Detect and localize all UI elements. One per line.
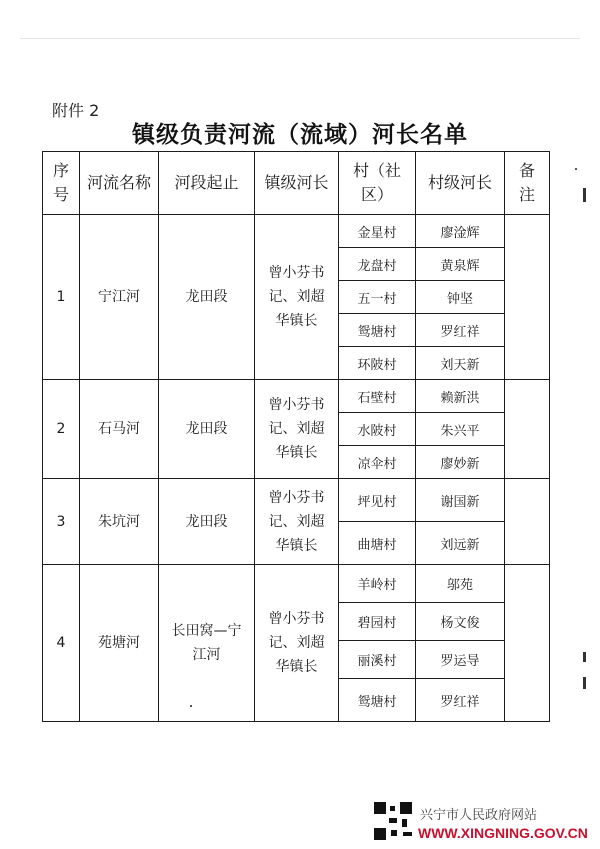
cell-village: 环陂村 bbox=[339, 347, 416, 380]
cell-village-chief: 罗红祥 bbox=[416, 679, 505, 722]
cell-remarks bbox=[505, 565, 550, 722]
cell-section: 龙田段 bbox=[159, 380, 255, 479]
cell-village-chief: 廖妙新 bbox=[416, 446, 505, 479]
scan-edge-mark bbox=[583, 677, 586, 689]
scan-edge-mark bbox=[583, 188, 586, 202]
cell-village: 丽溪村 bbox=[339, 641, 416, 679]
cell-village: 五一村 bbox=[339, 281, 416, 314]
scan-artifact-line bbox=[20, 38, 580, 39]
table-row bbox=[43, 479, 550, 522]
cell-village-chief: 钟坚 bbox=[416, 281, 505, 314]
cell-index: 4 bbox=[43, 565, 80, 722]
scan-speck bbox=[575, 168, 577, 170]
cell-index: 1 bbox=[43, 215, 80, 380]
cell-village: 鸳塘村 bbox=[339, 314, 416, 347]
river-chief-table bbox=[42, 151, 550, 722]
cell-river-name: 朱坑河 bbox=[80, 479, 159, 565]
cell-town-chief: 曾小芬书记、刘超华镇长 bbox=[255, 479, 339, 565]
table-row bbox=[43, 380, 550, 413]
cell-section: 龙田段 bbox=[159, 215, 255, 380]
cell-village-chief: 廖淦辉 bbox=[416, 215, 505, 248]
page-title: 镇级负责河流（流域）河长名单 bbox=[132, 122, 468, 148]
attachment-label: 附件 2 bbox=[52, 101, 100, 120]
cell-village: 凉伞村 bbox=[339, 446, 416, 479]
cell-village: 石壁村 bbox=[339, 380, 416, 413]
scan-speck bbox=[190, 705, 192, 707]
cell-village-chief: 黄泉辉 bbox=[416, 248, 505, 281]
cell-village: 龙盘村 bbox=[339, 248, 416, 281]
site-watermark bbox=[374, 800, 600, 849]
cell-section: 龙田段 bbox=[159, 479, 255, 565]
cell-village: 水陂村 bbox=[339, 413, 416, 446]
cell-village: 坪见村 bbox=[339, 479, 416, 522]
cell-remarks bbox=[505, 380, 550, 479]
cell-village-chief: 杨文俊 bbox=[416, 603, 505, 641]
header-town-chief: 镇级河长 bbox=[255, 152, 339, 215]
cell-village-chief: 罗红祥 bbox=[416, 314, 505, 347]
cell-village: 曲塘村 bbox=[339, 522, 416, 565]
cell-town-chief: 曾小芬书记、刘超华镇长 bbox=[255, 215, 339, 380]
header-section: 河段起止 bbox=[159, 152, 255, 215]
cell-index: 2 bbox=[43, 380, 80, 479]
site-org-text: 兴宁市人民政府网站 bbox=[420, 808, 538, 823]
cell-village: 金星村 bbox=[339, 215, 416, 248]
cell-village-chief: 赖新洪 bbox=[416, 380, 505, 413]
cell-village: 羊岭村 bbox=[339, 565, 416, 603]
cell-town-chief: 曾小芬书记、刘超华镇长 bbox=[255, 380, 339, 479]
cell-river-name: 宁江河 bbox=[80, 215, 159, 380]
site-url: WWW.XINGNING.GOV.CN bbox=[418, 825, 588, 841]
header-village: 村（社区） bbox=[339, 152, 416, 215]
header-village-chief: 村级河长 bbox=[416, 152, 505, 215]
cell-remarks bbox=[505, 215, 550, 380]
cell-river-name: 石马河 bbox=[80, 380, 159, 479]
cell-remarks bbox=[505, 479, 550, 565]
cell-village: 碧园村 bbox=[339, 603, 416, 641]
table-header-row bbox=[43, 152, 550, 215]
cell-town-chief: 曾小芬书记、刘超华镇长 bbox=[255, 565, 339, 722]
cell-village-chief: 邬苑 bbox=[416, 565, 505, 603]
header-index: 序号 bbox=[43, 152, 80, 215]
cell-river-name: 苑塘河 bbox=[80, 565, 159, 722]
cell-village-chief: 朱兴平 bbox=[416, 413, 505, 446]
table-row bbox=[43, 565, 550, 603]
cell-index: 3 bbox=[43, 479, 80, 565]
header-river-name: 河流名称 bbox=[80, 152, 159, 215]
cell-village-chief: 刘远新 bbox=[416, 522, 505, 565]
cell-village-chief: 谢国新 bbox=[416, 479, 505, 522]
header-remarks: 备注 bbox=[505, 152, 550, 215]
table-row bbox=[43, 215, 550, 248]
scan-edge-mark bbox=[583, 652, 586, 662]
qr-code-icon bbox=[374, 802, 412, 840]
cell-village: 鸳塘村 bbox=[339, 679, 416, 722]
cell-village-chief: 罗运导 bbox=[416, 641, 505, 679]
cell-section: 长田窝—宁江河 bbox=[159, 565, 255, 722]
cell-village-chief: 刘天新 bbox=[416, 347, 505, 380]
